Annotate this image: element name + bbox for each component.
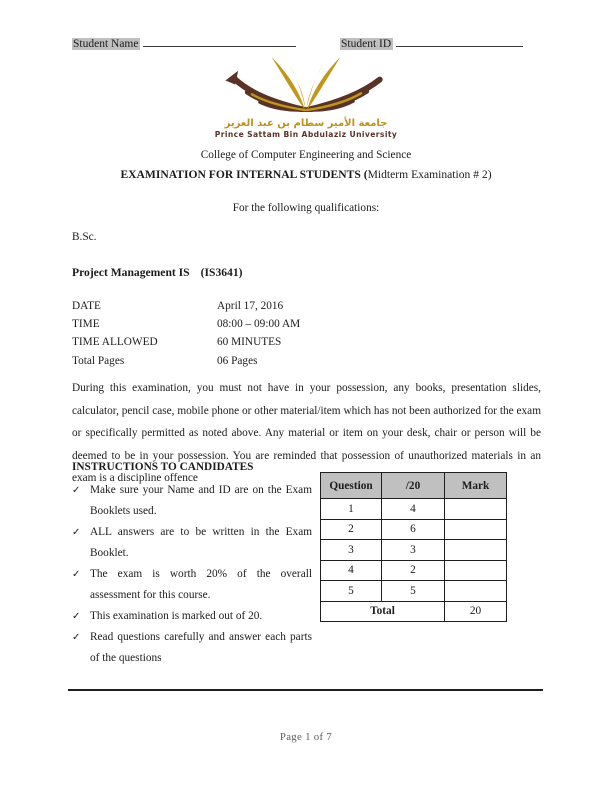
instruction-item (72, 480, 312, 522)
checkmark-icon: ✓ (72, 485, 81, 496)
instruction-item (72, 564, 312, 606)
instruction-item (72, 606, 312, 627)
student-id-field (340, 35, 523, 50)
instruction-text: Make sure your Name and ID are on the Exam Booklets used. (90, 484, 312, 517)
mark-column-header: Mark (445, 473, 507, 499)
time-label: TIME (72, 318, 100, 331)
instruction-text: ALL answers are to be written in the Exam Booklet. (90, 526, 312, 559)
checkmark-icon: ✓ (72, 611, 81, 622)
detail-row-date (72, 297, 300, 315)
exam-details (72, 297, 300, 370)
marks-table (320, 472, 507, 622)
table-row (321, 581, 507, 602)
exam-title (0, 168, 612, 181)
instruction-text: The exam is worth 20% of the overall assessment for this course. (90, 568, 312, 601)
student-name-field (72, 35, 296, 50)
question-points: 4 (382, 499, 445, 520)
student-id-blank-line (396, 35, 523, 47)
date-label: DATE (72, 300, 101, 313)
course-name: Project Management IS (72, 266, 190, 279)
table-row (321, 560, 507, 581)
detail-row-time-allowed (72, 333, 300, 351)
checkmark-icon: ✓ (72, 569, 81, 580)
question-points: 2 (382, 560, 445, 581)
student-name-label: Student Name (73, 38, 139, 50)
detail-row-total-pages (72, 352, 300, 370)
college-name: College of Computer Engineering and Science (200, 149, 412, 161)
exam-title-subtitle: Midterm Examination # 2) (367, 168, 492, 181)
mark-cell (445, 499, 507, 520)
mark-cell (445, 581, 507, 602)
qualifications-line: For the following qualifications: (232, 202, 380, 214)
question-number: 2 (321, 519, 382, 540)
instruction-text: This examination is marked out of 20. (90, 610, 263, 622)
table-row (321, 499, 507, 520)
table-row (321, 540, 507, 561)
university-logo (0, 54, 612, 139)
time-allowed-label: TIME ALLOWED (72, 336, 158, 349)
bottom-section (72, 461, 541, 669)
question-points: 3 (382, 540, 445, 561)
question-number: 1 (321, 499, 382, 520)
degree-label: B.Sc. (72, 231, 97, 243)
university-name-arabic: جامعة الأمير سطام بن عبد العزيز (224, 118, 388, 129)
question-column-header: Question (321, 473, 382, 499)
course-code: (IS3641) (200, 266, 243, 279)
question-number: 5 (321, 581, 382, 602)
question-points: 5 (382, 581, 445, 602)
instructions-heading: INSTRUCTIONS TO CANDIDATES (72, 461, 254, 473)
question-number: 3 (321, 540, 382, 561)
instructions-list (72, 480, 312, 669)
detail-row-time (72, 315, 300, 333)
total-label: Total (321, 601, 445, 622)
marks-table-block (320, 472, 507, 622)
time-value: 08:00 – 09:00 AM (217, 318, 301, 331)
date-value: April 17, 2016 (217, 300, 284, 313)
instruction-item (72, 522, 312, 564)
total-value: 20 (445, 601, 507, 622)
footer-divider (68, 689, 543, 691)
university-name-english: Prince Sattam Bin Abdulaziz University (214, 130, 398, 139)
total-pages-label: Total Pages (72, 354, 125, 367)
instructions-block (72, 461, 312, 669)
total-pages-value: 06 Pages (217, 354, 258, 367)
total-row (321, 601, 507, 622)
course-title (72, 266, 243, 279)
table-row (321, 519, 507, 540)
question-number: 4 (321, 560, 382, 581)
question-points: 6 (382, 519, 445, 540)
mark-cell (445, 540, 507, 561)
time-allowed-value: 60 MINUTES (217, 336, 282, 349)
page-number: Page 1 of 7 (279, 731, 333, 743)
checkmark-icon: ✓ (72, 527, 81, 538)
checkmark-icon: ✓ (72, 632, 81, 643)
instruction-text: Read questions carefully and answer each parts of the questions (90, 631, 312, 664)
mark-cell (445, 560, 507, 581)
exam-title-bold: EXAMINATION FOR INTERNAL STUDENTS ( (120, 168, 368, 181)
open-book-logo-icon (222, 54, 390, 117)
mark-cell (445, 519, 507, 540)
examination-notice: During this examination, you must not have in your possession, any books, presentation slides, calculator, pencil case, mobile phone or other material/item which has not been authorized for the exam or specifically permitted as noted above. Any material or item on your desk, chair or person will be deemed to be in your possession. You are reminded that possession of unauthorized materials in an exam is a discipline offence (72, 382, 541, 485)
marks-table-header-row (321, 473, 507, 499)
instruction-item (72, 627, 312, 669)
student-name-blank-line (143, 35, 296, 47)
student-id-label: Student ID (341, 38, 392, 50)
out-of-column-header: /20 (382, 473, 445, 499)
